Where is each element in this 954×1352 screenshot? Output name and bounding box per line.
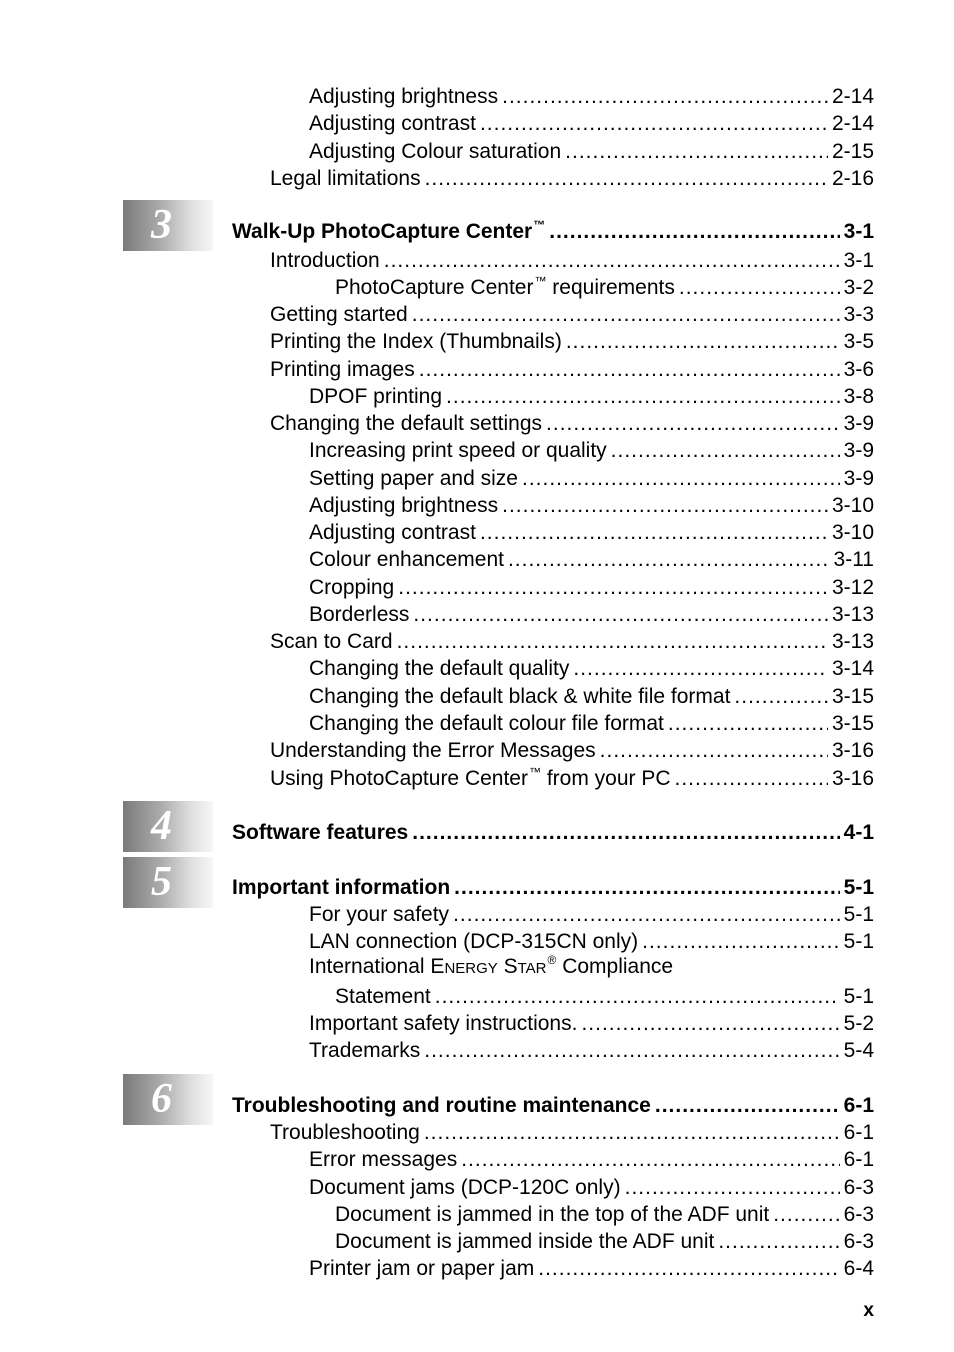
chapter-tab-number: 4: [151, 803, 172, 849]
toc-entry-label: LAN connection (DCP-315CN only): [309, 930, 639, 953]
chapter-tab-number: 5: [151, 859, 172, 905]
toc-entry-label: Getting started: [270, 303, 408, 326]
chapter-tab: [123, 1074, 213, 1125]
toc-entry[interactable]: [309, 139, 874, 165]
toc-page-number: 5-4: [843, 1039, 874, 1062]
chapter-heading[interactable]: [232, 820, 874, 846]
dot-leader: [566, 329, 840, 355]
toc-page-number: 3-13: [831, 630, 874, 653]
chapter-heading[interactable]: [232, 1093, 874, 1119]
toc-entry[interactable]: [309, 1011, 874, 1037]
chapter-title: Important information: [232, 876, 451, 899]
dot-leader: [446, 384, 840, 410]
toc-page-number: 3-10: [831, 494, 874, 517]
toc-page-number: 3-5: [843, 330, 874, 353]
toc-page-number: 3-16: [831, 739, 874, 762]
dot-leader: [565, 139, 828, 165]
toc-entry[interactable]: [309, 493, 874, 519]
toc-entry-label: Troubleshooting: [270, 1121, 420, 1144]
toc-entry-label: Adjusting Colour saturation: [309, 140, 562, 163]
dot-leader: [679, 275, 840, 301]
toc-entry[interactable]: [309, 438, 874, 464]
toc-page-number: 6-3: [843, 1176, 874, 1199]
toc-page-number: 2-15: [831, 140, 874, 163]
chapter-tab-number: 3: [151, 202, 172, 248]
toc-page-number: 2-14: [831, 112, 874, 135]
toc-page-number: 3-12: [831, 576, 874, 599]
dot-leader: [453, 902, 840, 928]
dot-leader: [522, 466, 840, 492]
dot-leader: [412, 820, 839, 846]
chapter-tab: [123, 200, 213, 251]
toc-page-number: 3-6: [843, 358, 874, 381]
toc-entry[interactable]: [309, 1147, 874, 1173]
page-number: x: [863, 1300, 874, 1321]
dot-leader: [734, 684, 828, 710]
toc-entry-heading[interactable]: [309, 953, 874, 982]
toc-entry[interactable]: [270, 302, 874, 328]
toc-entry[interactable]: [270, 329, 874, 355]
dot-leader: [538, 1256, 839, 1282]
toc-entry-label: Error messages: [309, 1148, 458, 1171]
toc-entry-label: Changing the default colour file format: [309, 712, 664, 735]
toc-entry-label: PhotoCapture Center™ requirements: [335, 274, 675, 299]
toc-entry[interactable]: [270, 629, 874, 655]
toc-page-number: 2-14: [831, 85, 874, 108]
trademark-symbol: ™: [528, 765, 541, 779]
registered-symbol: ®: [547, 953, 557, 967]
chapter-title: Software features: [232, 821, 409, 844]
toc-entry-label: Important safety instructions.: [309, 1012, 578, 1035]
toc-page-number: 6-1: [843, 1094, 874, 1117]
dot-leader: [611, 438, 840, 464]
dot-leader: [435, 984, 840, 1010]
toc-entry-label: Statement: [335, 985, 431, 1008]
toc-entry[interactable]: [309, 711, 874, 737]
dot-leader: [480, 520, 828, 546]
toc-entry-label: DPOF printing: [309, 385, 443, 408]
toc-page-number: 5-1: [843, 876, 874, 899]
toc-entry-label: Document jams (DCP-120C only): [309, 1176, 621, 1199]
chapter-title: Troubleshooting and routine maintenance: [232, 1094, 651, 1117]
dot-leader: [625, 1175, 840, 1201]
toc-page-number: 3-15: [831, 712, 874, 735]
toc-entry-label: Borderless: [309, 603, 410, 626]
dot-leader: [581, 1011, 839, 1037]
toc-page-number: 4-1: [843, 821, 874, 844]
dot-leader: [413, 602, 828, 628]
dot-leader: [398, 575, 828, 601]
toc-entry-label: Setting paper and size: [309, 467, 518, 490]
toc-entry[interactable]: [335, 1229, 874, 1255]
toc-entry[interactable]: [309, 575, 874, 601]
toc-entry[interactable]: [335, 984, 874, 1010]
toc-entry[interactable]: [309, 1175, 874, 1201]
chapter-tab-number: 6: [151, 1076, 172, 1122]
toc-page-number: 3-13: [831, 603, 874, 626]
dot-leader: [546, 411, 840, 437]
dot-leader: [480, 111, 828, 137]
toc-entry-label: Changing the default quality: [309, 657, 570, 680]
toc-entry-label: Legal limitations: [270, 167, 421, 190]
dot-leader: [675, 766, 828, 792]
toc-page-number: 6-1: [843, 1148, 874, 1171]
toc-page-number: 2-16: [831, 167, 874, 190]
toc-page-number: 5-2: [843, 1012, 874, 1035]
toc-page-number: 3-9: [843, 412, 874, 435]
dot-leader: [502, 493, 828, 519]
toc-entry-label: Document is jammed in the top of the ADF unit: [335, 1203, 770, 1226]
chapter-title: Walk-Up PhotoCapture Center™: [232, 218, 546, 243]
dot-leader: [412, 302, 840, 328]
toc-entry-label: Adjusting contrast: [309, 521, 476, 544]
toc-entry[interactable]: [270, 166, 874, 192]
toc-entry[interactable]: [270, 411, 874, 437]
toc-page-number: 3-3: [843, 303, 874, 326]
toc-page-number: 6-3: [843, 1203, 874, 1226]
toc-page-number: 5-1: [843, 930, 874, 953]
toc-entry-label: Printing images: [270, 358, 415, 381]
dot-leader: [502, 84, 828, 110]
toc-entry[interactable]: [309, 684, 874, 710]
toc-entry[interactable]: [309, 384, 874, 410]
toc-entry-label: Document is jammed inside the ADF unit: [335, 1230, 715, 1253]
toc-entry-label: International ENERGY STAR® Compliance: [309, 953, 674, 978]
dot-leader: [397, 629, 828, 655]
toc-entry-label: Increasing print speed or quality: [309, 439, 607, 462]
toc-page-number: 3-16: [831, 767, 874, 790]
toc-entry-label: Cropping: [309, 576, 395, 599]
toc-entry-label: Using PhotoCapture Center™ from your PC: [270, 765, 671, 790]
dot-leader: [424, 1120, 840, 1146]
dot-leader: [668, 711, 828, 737]
toc-page-number: 3-9: [843, 467, 874, 490]
toc-entry[interactable]: [309, 656, 874, 682]
toc-entry-label: Adjusting brightness: [309, 494, 499, 517]
toc-page-number: 3-11: [833, 548, 874, 571]
toc-entry-label: Trademarks: [309, 1039, 421, 1062]
chapter-heading[interactable]: [232, 219, 874, 245]
toc-entry-label: Adjusting contrast: [309, 112, 476, 135]
toc-page-number: 3-1: [843, 220, 874, 243]
dot-leader: [461, 1147, 839, 1173]
toc-entry[interactable]: [309, 466, 874, 492]
dot-leader: [424, 1038, 839, 1064]
dot-leader: [573, 656, 828, 682]
chapter-tab: [123, 801, 213, 852]
dot-leader: [419, 357, 840, 383]
toc-entry[interactable]: [270, 766, 874, 792]
toc-entry-label: Adjusting brightness: [309, 85, 499, 108]
toc-page-number: 3-1: [843, 249, 874, 272]
trademark-symbol: ™: [534, 274, 547, 288]
toc-page-number: 6-1: [843, 1121, 874, 1144]
toc-entry-label: Printing the Index (Thumbnails): [270, 330, 562, 353]
toc-entry-label: Printer jam or paper jam: [309, 1257, 535, 1280]
toc-entry-label: Understanding the Error Messages: [270, 739, 596, 762]
toc-entry-label: Scan to Card: [270, 630, 393, 653]
toc-entry[interactable]: [335, 275, 874, 301]
toc-entry[interactable]: [309, 902, 874, 928]
toc-entry[interactable]: [309, 602, 874, 628]
trademark-symbol: ™: [533, 218, 546, 232]
toc-entry[interactable]: [309, 1038, 874, 1064]
dot-leader: [655, 1093, 840, 1119]
toc-entry-label: For your safety: [309, 903, 450, 926]
toc-page-number: 6-4: [843, 1257, 874, 1280]
toc-entry[interactable]: [270, 357, 874, 383]
chapter-tab: [123, 857, 213, 908]
toc-entry[interactable]: [309, 84, 874, 110]
toc-entry[interactable]: [270, 1120, 874, 1146]
toc-page-number: 6-3: [843, 1230, 874, 1253]
toc-page-number: 3-15: [831, 685, 874, 708]
toc-page-number: 3-14: [831, 657, 874, 680]
toc-page-number: 3-2: [843, 276, 874, 299]
dot-leader: [549, 219, 839, 245]
toc-page-number: 3-8: [843, 385, 874, 408]
toc-entry[interactable]: [309, 111, 874, 137]
toc-entry-label: Introduction: [270, 249, 380, 272]
toc-entry-label: Colour enhancement: [309, 548, 504, 571]
dot-leader: [773, 1202, 839, 1228]
dot-leader: [425, 166, 828, 192]
toc-page-number: 3-9: [843, 439, 874, 462]
dot-leader: [454, 875, 839, 901]
dot-leader: [718, 1229, 839, 1255]
dot-leader: [508, 547, 830, 573]
toc-entry-label: Changing the default settings: [270, 412, 543, 435]
toc-page-number: 3-10: [831, 521, 874, 544]
toc-entry[interactable]: [335, 1202, 874, 1228]
toc-entry-label: Changing the default black & white file format: [309, 685, 731, 708]
chapter-heading[interactable]: [232, 875, 874, 901]
toc-page-number: 5-1: [843, 903, 874, 926]
toc-page-number: 5-1: [843, 985, 874, 1008]
toc-entry[interactable]: [309, 1256, 874, 1282]
toc-entry[interactable]: [309, 520, 874, 546]
toc-entry[interactable]: [309, 547, 874, 573]
